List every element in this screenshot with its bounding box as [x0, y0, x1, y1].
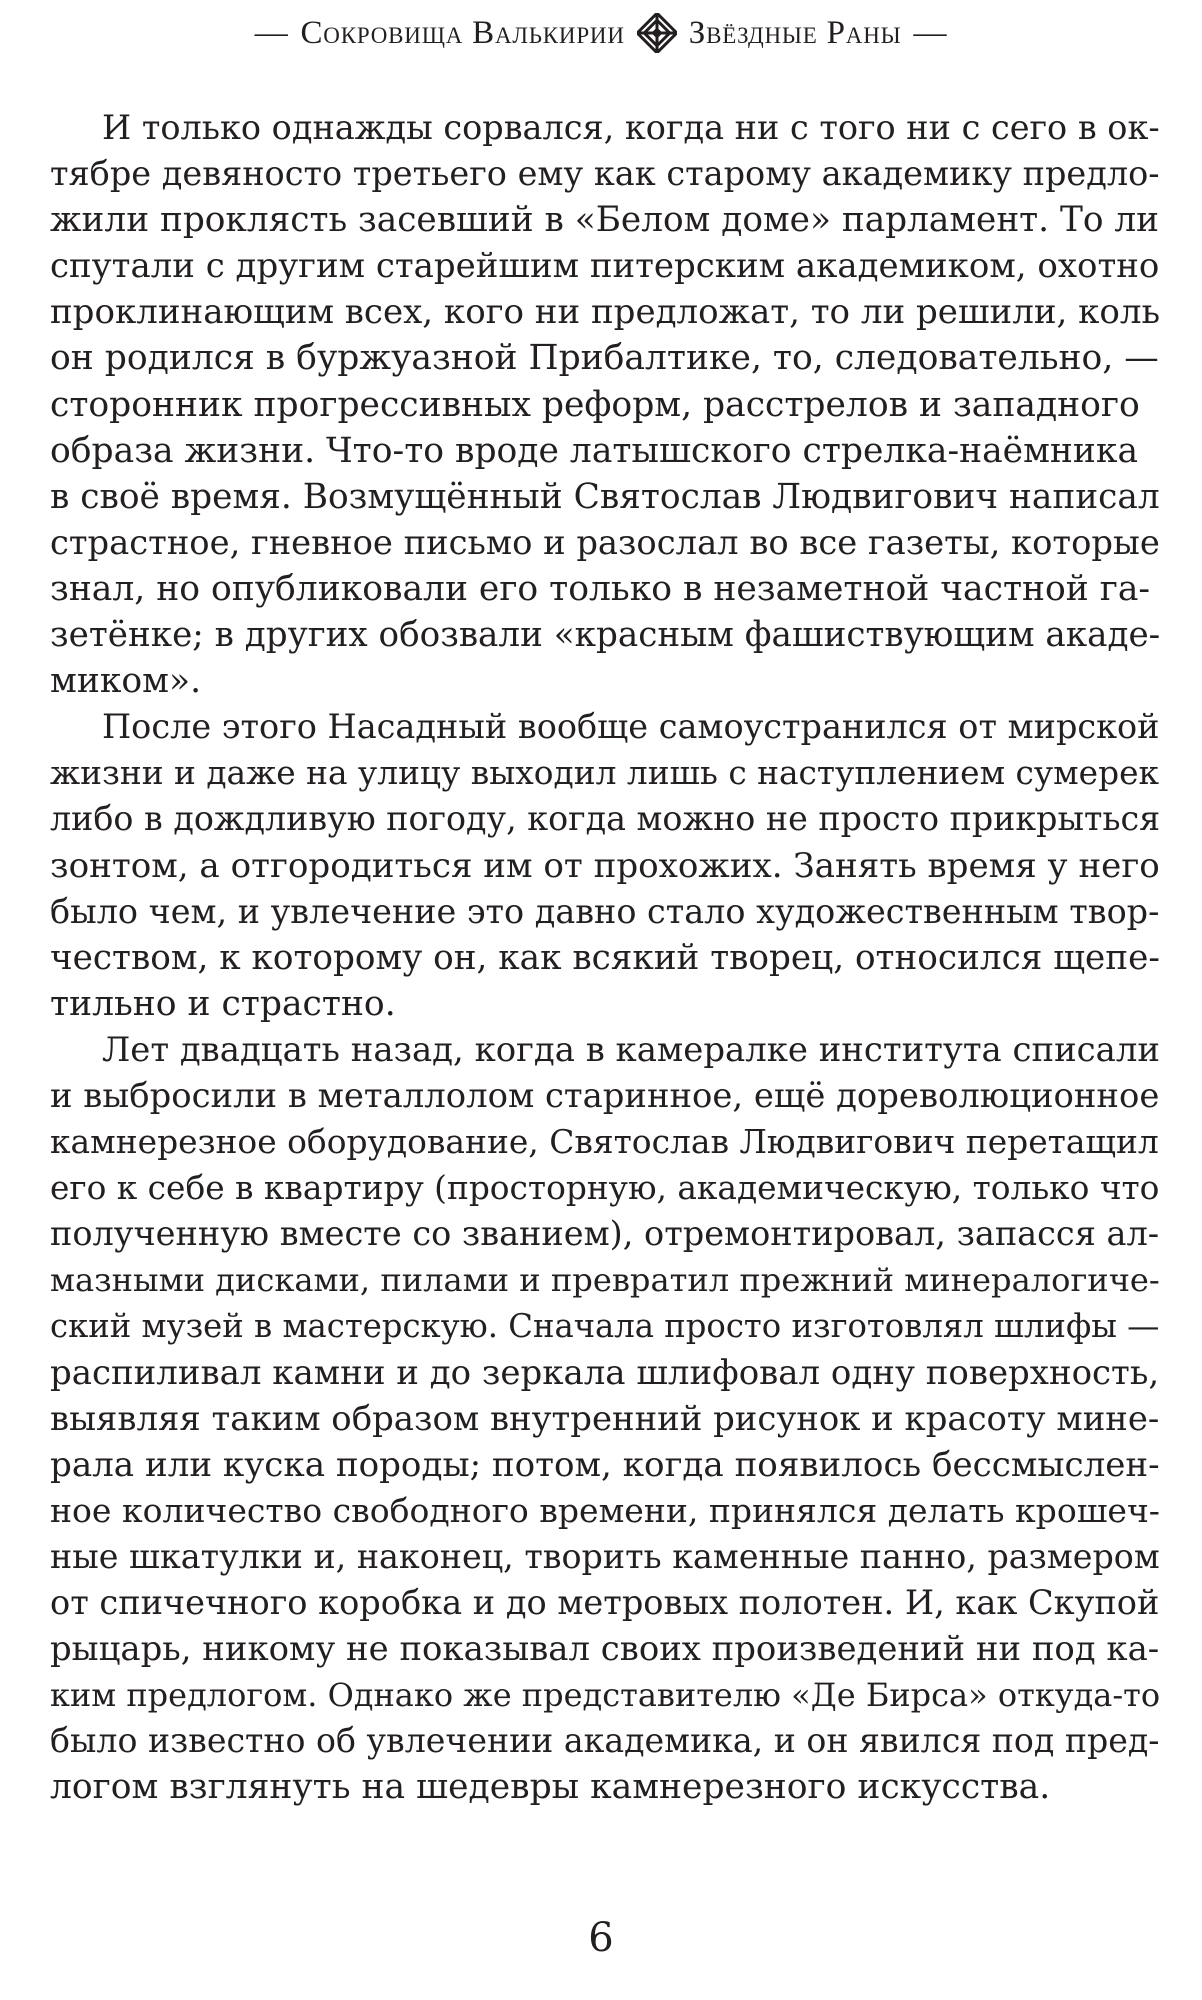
text-line: проклинающим всех, кого ни предложат, то ли решили, коль: [50, 292, 1161, 333]
text-line: спутали с другим старейшим питерским академиком, охотно: [50, 246, 1160, 287]
text-line: И только однажды сорвался, когда ни с того ни с сего в ок-: [102, 108, 1160, 147]
text-line: мазными дисками, пилами и превратил прежний минералогиче-: [50, 1261, 1160, 1300]
text-line: чеством, к которому он, как всякий творец, относился щепе-: [50, 937, 1160, 978]
body-text: [50, 105, 1160, 1810]
text-line: логом взглянуть на шедевры камнерезного искусства.: [50, 1767, 1051, 1808]
page-number: 6: [588, 1915, 614, 1961]
text-line: было известно об увлечении академика, и он явился под пред-: [50, 1721, 1160, 1761]
text-line: сторонник прогрессивных реформ, расстрелов и западного: [50, 384, 1140, 425]
text-line: ное количество свободного времени, принялся делать крошеч-: [50, 1490, 1160, 1530]
celtic-knot-icon: [637, 13, 677, 53]
text-line: тильно и страстно.: [50, 983, 396, 1024]
text-line: было чем, и увлечение это давно стало художественным твор-: [50, 891, 1160, 931]
text-line: тябре девяносто третьего ему как старому академику предло-: [50, 154, 1160, 194]
header-left-dash: —: [254, 14, 289, 51]
text-line: либо в дождливую погоду, когда можно не просто прикрыться: [50, 799, 1161, 839]
text-line: камнерезное оборудование, Святослав Людвигович перетащил: [50, 1122, 1159, 1162]
text-line: знал, но опубликовали его только в незаметной частной га-: [50, 568, 1151, 609]
volume-title: Звёздные Раны: [688, 14, 902, 51]
text-line: образа жизни. Что-то вроде латышского стрелка-наёмника: [50, 430, 1139, 471]
text-line: После этого Насадный вообще самоустранился от мирской: [102, 707, 1160, 747]
text-line: в своё время. Возмущённый Святослав Людвигович написал: [50, 476, 1160, 517]
book-title: Сокровища Валькирии: [300, 14, 625, 51]
text-line: миком».: [50, 661, 202, 702]
text-line: выявляя таким образом внутренний рисунок и красоту мине-: [50, 1398, 1160, 1438]
text-line: рала или куска породы; потом, когда появилось бессмыслен-: [50, 1444, 1160, 1485]
text-line: он родился в буржуазной Прибалтике, то, следовательно, —: [50, 338, 1159, 379]
text-line: его к себе в квартиру (просторную, академическую, только что: [50, 1169, 1160, 1208]
text-line: жизни и даже на улицу выходил лишь с наступлением сумерек: [50, 754, 1159, 793]
text-line: от спичечного коробка и до метровых полотен. И, как Скупой: [50, 1583, 1160, 1622]
text-line: жили проклясть засевший в «Белом доме» парламент. То ли: [50, 200, 1160, 241]
text-line: ский музей в мастерскую. Сначала просто изготовлял шлифы —: [50, 1307, 1160, 1346]
text-line: ные шкатулки и, наконец, творить каменные панно, размером: [50, 1536, 1160, 1576]
running-head: [0, 8, 1202, 58]
text-line: распиливал камни и до зеркала шлифовал одну поверхность,: [50, 1352, 1160, 1393]
text-line: зонтом, а отгородиться им от прохожих. Занять время у него: [50, 845, 1160, 886]
text-line: Лет двадцать назад, когда в камералке института списали: [102, 1029, 1160, 1069]
text-line: полученную вместе со званием), отремонтировал, запасся ал-: [50, 1214, 1160, 1254]
header-right-dash: —: [913, 14, 948, 51]
text-line: ким предлогом. Однако же представителю «Де Бирса» откуда-то: [50, 1676, 1161, 1715]
text-line: страстное, гневное письмо и разослал во все газеты, которые: [50, 522, 1160, 562]
text-line: рыцарь, никому не показывал своих произведений ни под ка-: [50, 1629, 1160, 1669]
text-line: зетёнке; в других обозвали «красным фашиствующим акаде-: [50, 615, 1161, 656]
text-line: и выбросили в металлолом старинное, ещё дореволюционное: [50, 1075, 1160, 1115]
